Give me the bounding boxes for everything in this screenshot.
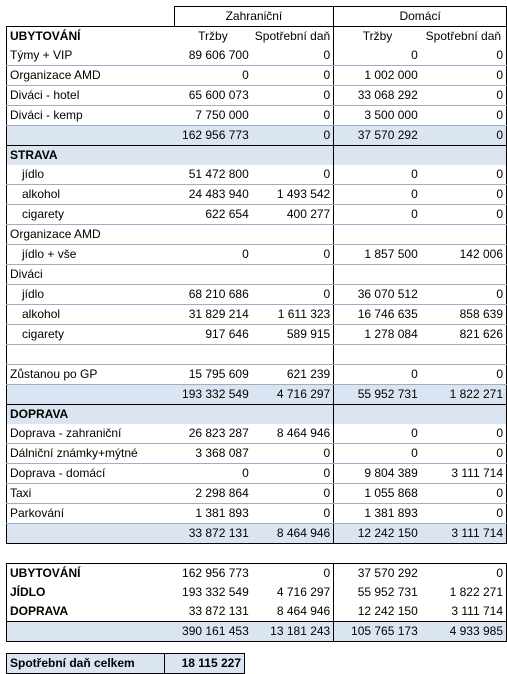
row-label: jídlo [7,165,175,185]
section-title: DOPRAVA [7,405,175,425]
section-total-row [7,385,507,405]
header-row [7,7,507,27]
row-label: Diváci - kemp [7,106,175,126]
value-cell: 0 [174,464,252,484]
value-cell: 0 [334,444,421,464]
data-row [7,185,507,205]
data-row [7,205,507,225]
summary-total-value: 390 161 453 [174,622,252,642]
value-cell: 142 006 [421,245,507,265]
corner-cell [7,7,175,27]
total-value: 4 716 297 [252,385,334,405]
total-value: 0 [421,126,507,146]
column-label [334,405,421,425]
excise-tax-table [6,6,507,642]
value-cell: 1 493 542 [252,185,334,205]
value-cell: 0 [334,46,421,66]
data-row [7,46,507,66]
value-cell: 0 [252,46,334,66]
total-value: 33 872 131 [174,524,252,544]
grand-total-label: Spotřební daň celkem [7,654,165,674]
data-row [7,464,507,484]
summary-row [7,583,507,602]
value-cell: 16 746 635 [334,305,421,325]
value-cell: 0 [421,86,507,106]
column-label: Tržby [198,29,228,43]
value-cell: 65 600 073 [174,86,252,106]
value-cell: 0 [421,185,507,205]
section-header-row [7,405,507,425]
column-label [252,405,334,425]
value-cell [421,345,507,365]
value-cell: 9 804 389 [334,464,421,484]
value-cell: 0 [421,46,507,66]
value-cell [252,265,334,285]
column-label [334,146,421,166]
summary-total-label [7,622,175,642]
value-cell: 400 277 [252,205,334,225]
total-value: 1 822 271 [421,385,507,405]
value-cell [421,265,507,285]
header-domestic: Domácí [334,7,507,27]
summary-value: 193 332 549 [182,585,249,599]
value-cell: 0 [174,66,252,86]
row-label: jídlo [7,285,175,305]
section-total-row [7,524,507,544]
value-cell: 0 [252,106,334,126]
column-label: Spotřební daň [252,27,334,47]
value-cell: 622 654 [174,205,252,225]
value-cell: 1 002 000 [334,66,421,86]
grand-total-value: 18 115 227 [165,654,245,674]
value-cell: 0 [421,424,507,444]
row-label: jídlo + vše [7,245,175,265]
summary-value: 55 952 731 [357,585,418,599]
summary-total-value: 4 933 985 [421,622,507,642]
data-row [7,165,507,185]
section-title: UBYTOVÁNÍ [7,27,175,47]
value-cell [252,225,334,245]
total-value: 162 956 773 [174,126,252,146]
value-cell: 621 239 [252,365,334,385]
value-cell: 1 857 500 [334,245,421,265]
column-label [174,405,252,425]
gap-cell [334,544,421,564]
summary-row [7,564,507,584]
value-cell: 0 [421,365,507,385]
row-label: Diváci [7,265,175,285]
value-cell: 51 472 800 [174,165,252,185]
data-row [7,285,507,305]
total-label-cell [7,126,175,146]
summary-total-value: 13 181 243 [252,622,334,642]
row-label: Parkování [7,504,175,524]
total-value: 12 242 150 [334,524,421,544]
value-cell: 7 750 000 [174,106,252,126]
value-cell: 0 [421,504,507,524]
row-label: Doprava - domácí [7,464,175,484]
value-cell: 26 823 287 [174,424,252,444]
value-cell: 858 639 [421,305,507,325]
column-label: Spotřební daň [421,27,507,47]
row-label: Dálniční známky+mýtné [7,444,175,464]
gap-cell [7,544,175,564]
row-label: Zůstanou po GP [7,365,175,385]
value-cell: 0 [421,66,507,86]
value-cell: 821 626 [421,325,507,345]
summary-value: 162 956 773 [174,564,252,584]
value-cell: 15 795 609 [174,365,252,385]
value-cell: 2 298 864 [174,484,252,504]
total-value: 37 570 292 [334,126,421,146]
value-cell: 0 [334,165,421,185]
value-cell: 3 500 000 [334,106,421,126]
value-cell: 36 070 512 [334,285,421,305]
value-cell: 1 381 893 [334,504,421,524]
value-cell: 0 [334,185,421,205]
header-foreign: Zahraniční [174,7,334,27]
value-cell: 0 [334,424,421,444]
data-row [7,365,507,385]
total-value: 8 464 946 [252,524,334,544]
gap-cell [421,544,507,564]
grand-total-box [6,653,245,674]
summary-row [7,602,507,622]
value-cell: 3 368 087 [174,444,252,464]
value-cell [334,225,421,245]
summary-total-value: 105 765 173 [334,622,421,642]
value-cell: 0 [421,205,507,225]
data-row [7,265,507,285]
value-cell [174,345,252,365]
total-value: 55 952 731 [334,385,421,405]
total-label-cell [7,385,175,405]
total-value: 3 111 714 [421,524,507,544]
section-title: STRAVA [7,146,175,166]
value-cell [252,345,334,365]
data-row [7,245,507,265]
data-row [7,325,507,345]
total-label-cell [7,524,175,544]
section-header-row [7,27,507,47]
row-label: cigarety [7,325,175,345]
value-cell: 1 055 868 [334,484,421,504]
value-cell: 0 [252,464,334,484]
value-cell [421,225,507,245]
total-value: 0 [252,126,334,146]
data-row [7,345,507,365]
value-cell: 0 [252,86,334,106]
value-cell: 0 [421,285,507,305]
summary-total-row [7,622,507,642]
value-cell: 589 915 [252,325,334,345]
data-row [7,86,507,106]
value-cell: 0 [174,245,252,265]
data-row [7,66,507,86]
summary-value: 3 111 714 [421,602,507,622]
gap-row [7,544,507,564]
value-cell: 0 [252,504,334,524]
value-cell: 0 [334,205,421,225]
summary-value: 37 570 292 [334,564,421,584]
column-label [252,146,334,166]
value-cell: 89 606 700 [174,46,252,66]
data-row [7,444,507,464]
value-cell: 0 [421,444,507,464]
gap-cell [174,544,252,564]
summary-value: 0 [421,564,507,584]
summary-value: 33 872 131 [188,604,249,618]
value-cell: 0 [252,444,334,464]
value-cell: 68 210 686 [174,285,252,305]
summary-value: 12 242 150 [357,604,418,618]
value-cell: 0 [421,165,507,185]
data-row [7,106,507,126]
value-cell: 24 483 940 [174,185,252,205]
row-label: Týmy + VIP [7,46,175,66]
value-cell [174,225,252,245]
row-label [7,345,175,365]
value-cell: 0 [252,245,334,265]
column-label [421,146,507,166]
row-label: Organizace AMD [7,225,175,245]
data-row [7,225,507,245]
value-cell [174,265,252,285]
data-row [7,305,507,325]
value-cell: 1 278 084 [334,325,421,345]
value-cell: 1 611 323 [252,305,334,325]
value-cell: 0 [252,285,334,305]
summary-label: DOPRAVA [7,602,175,622]
value-cell: 0 [421,484,507,504]
value-cell [334,345,421,365]
section-header-row [7,146,507,166]
data-row [7,424,507,444]
column-label [421,405,507,425]
row-label: Doprava - zahraniční [7,424,175,444]
row-label: Diváci - hotel [7,86,175,106]
section-total-row [7,126,507,146]
column-label: Tržby [362,29,393,43]
value-cell: 0 [334,365,421,385]
summary-label: UBYTOVÁNÍ [7,564,175,584]
row-label: alkohol [7,185,175,205]
row-label: cigarety [7,205,175,225]
summary-value: 0 [252,564,334,584]
value-cell: 8 464 946 [252,424,334,444]
summary-label: JÍDLO [7,583,175,602]
value-cell: 0 [252,66,334,86]
value-cell: 31 829 214 [174,305,252,325]
total-value: 193 332 549 [174,385,252,405]
value-cell: 917 646 [174,325,252,345]
row-label: alkohol [7,305,175,325]
summary-value: 4 716 297 [252,583,334,602]
value-cell: 0 [252,484,334,504]
value-cell: 1 381 893 [174,504,252,524]
gap-cell [252,544,334,564]
value-cell: 3 111 714 [421,464,507,484]
row-label: Taxi [7,484,175,504]
summary-value: 8 464 946 [252,602,334,622]
value-cell: 0 [252,165,334,185]
data-row [7,484,507,504]
data-row [7,504,507,524]
column-label [174,146,252,166]
value-cell: 0 [421,106,507,126]
row-label: Organizace AMD [7,66,175,86]
summary-value: 1 822 271 [421,583,507,602]
value-cell: 33 068 292 [334,86,421,106]
value-cell [334,265,421,285]
